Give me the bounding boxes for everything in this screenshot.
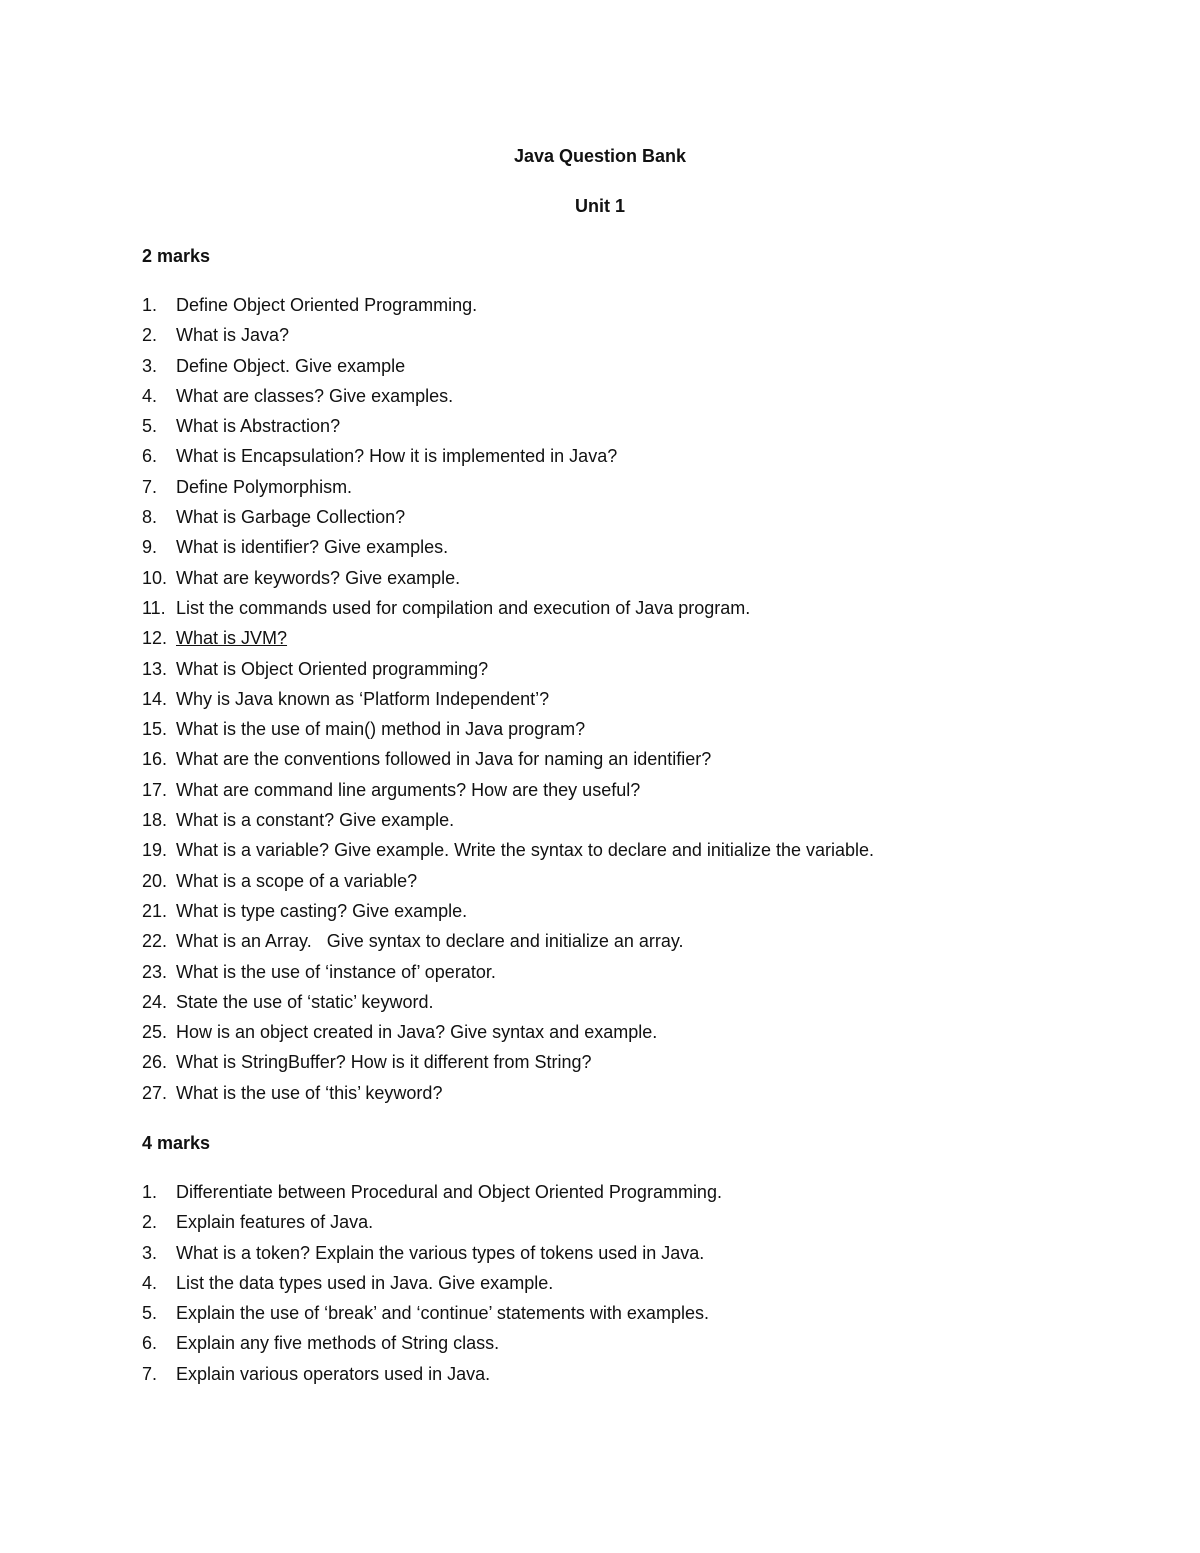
list-item [142, 1051, 874, 1081]
list-item [142, 900, 874, 930]
list-item [142, 536, 874, 566]
question-text: What is the use of ‘this’ keyword? [176, 1082, 443, 1103]
question-number: 25. [142, 1022, 168, 1043]
question-number: 15. [142, 719, 168, 740]
question-text: How is an object created in Java? Give syntax and example. [176, 1022, 658, 1043]
list-item [142, 779, 874, 809]
question-number: 20. [142, 870, 168, 891]
question-number: 5. [142, 1303, 158, 1324]
list-item [142, 1082, 874, 1112]
list-item [142, 991, 874, 1021]
question-text: What is a variable? Give example. Write the syntax to declare and initialize the variable. [176, 840, 875, 861]
list-item [142, 870, 874, 900]
question-text: What are keywords? Give example. [176, 567, 461, 588]
question-text: What is identifier? Give examples. [176, 537, 449, 558]
question-text: Explain features of Java. [176, 1212, 374, 1233]
list-item [142, 1181, 722, 1211]
question-number: 11. [142, 597, 166, 618]
question-number: 10. [142, 567, 168, 588]
question-text: What is Garbage Collection? [176, 507, 406, 528]
question-text: What is Encapsulation? How it is implemented in Java? [176, 446, 618, 467]
question-number: 17. [142, 779, 168, 800]
list-item [142, 658, 874, 688]
question-number: 1. [142, 295, 158, 315]
list-item [142, 748, 874, 778]
question-number: 18. [142, 810, 168, 831]
question-number: 13. [142, 658, 168, 679]
question-text: Explain any five methods of String class. [176, 1333, 500, 1354]
question-number: 6. [142, 1333, 158, 1354]
question-text: Explain the use of ‘break’ and ‘continue’ statements with examples. [176, 1303, 709, 1324]
question-number: 4. [142, 1272, 158, 1293]
question-text: What is type casting? Give example. [176, 900, 468, 921]
question-number: 6. [142, 446, 158, 467]
question-text: Explain various operators used in Java. [176, 1363, 491, 1384]
list-item [142, 1211, 722, 1241]
list-item [142, 1272, 722, 1302]
question-number: 5. [142, 416, 158, 437]
question-number: 8. [142, 507, 158, 528]
list-item [142, 294, 874, 324]
question-number: 7. [142, 476, 158, 497]
question-text: Define Object. Give example [176, 355, 406, 376]
list-item [142, 567, 874, 597]
question-number: 9. [142, 537, 158, 558]
question-number: 3. [142, 355, 158, 376]
question-text: Why is Java known as ‘Platform Independent’? [176, 688, 550, 709]
question-text: What is an Array. Give syntax to declare and initialize an array. [176, 931, 684, 952]
question-number: 12. [142, 628, 168, 649]
question-number: 7. [142, 1363, 158, 1384]
list-item [142, 597, 874, 627]
list-item [142, 1302, 722, 1332]
list-item [142, 961, 874, 991]
question-number: 26. [142, 1052, 168, 1073]
question-text: What is a constant? Give example. [176, 810, 455, 831]
list-item [142, 1021, 874, 1051]
list-item [142, 415, 874, 445]
list-item [142, 1242, 722, 1272]
question-text: Define Polymorphism. [176, 476, 353, 497]
question-text: What is Object Oriented programming? [176, 658, 489, 679]
question-number: 24. [142, 991, 168, 1012]
section-heading-4-marks: 4 marks [142, 1133, 211, 1153]
list-item [142, 718, 874, 748]
question-number: 19. [142, 840, 168, 861]
question-list-4-marks [142, 1181, 722, 1393]
question-text: What is a token? Explain the various types of tokens used in Java. [176, 1242, 705, 1263]
list-item [142, 1363, 722, 1393]
question-text: What is Abstraction? [176, 416, 341, 437]
list-item [142, 1332, 722, 1362]
question-number: 22. [142, 931, 168, 952]
question-number: 3. [142, 1242, 158, 1263]
list-item [142, 839, 874, 869]
list-item [142, 324, 874, 354]
question-text: What is the use of ‘instance of’ operator. [176, 961, 496, 982]
question-text: What is JVM? [176, 628, 288, 649]
question-text: What are command line arguments? How are they useful? [176, 779, 641, 800]
question-number: 14. [142, 688, 168, 709]
question-number: 21. [142, 900, 168, 921]
question-text: What is Java? [176, 325, 290, 346]
unit-title: Unit 1 [574, 196, 625, 216]
question-number: 16. [142, 749, 168, 770]
question-number: 2. [142, 1212, 158, 1233]
list-item [142, 355, 874, 385]
question-number: 27. [142, 1082, 168, 1103]
section-heading-2-marks: 2 marks [142, 246, 211, 266]
question-text: List the commands used for compilation and execution of Java program. [176, 597, 751, 618]
question-text: What are classes? Give examples. [176, 385, 454, 406]
question-number: 4. [142, 385, 158, 406]
question-text: Define Object Oriented Programming. [176, 295, 478, 315]
question-text: What are the conventions followed in Java for naming an identifier? [176, 749, 712, 770]
question-text: State the use of ‘static’ keyword. [176, 991, 434, 1012]
question-text: What is StringBuffer? How is it different from String? [176, 1052, 592, 1073]
question-text: What is the use of main() method in Java program? [176, 719, 586, 740]
list-item [142, 809, 874, 839]
list-item [142, 627, 874, 657]
question-number: 2. [142, 325, 158, 346]
question-text: Differentiate between Procedural and Object Oriented Programming. [176, 1182, 722, 1202]
list-item [142, 930, 874, 960]
list-item [142, 688, 874, 718]
question-text: List the data types used in Java. Give example. [176, 1272, 554, 1293]
list-item [142, 506, 874, 536]
question-number: 23. [142, 961, 168, 982]
question-list-2-marks [142, 294, 874, 1112]
list-item [142, 476, 874, 506]
list-item [142, 445, 874, 475]
list-item [142, 385, 874, 415]
document-title: Java Question Bank [513, 146, 687, 166]
question-text: What is a scope of a variable? [176, 870, 418, 891]
question-number: 1. [142, 1182, 158, 1202]
